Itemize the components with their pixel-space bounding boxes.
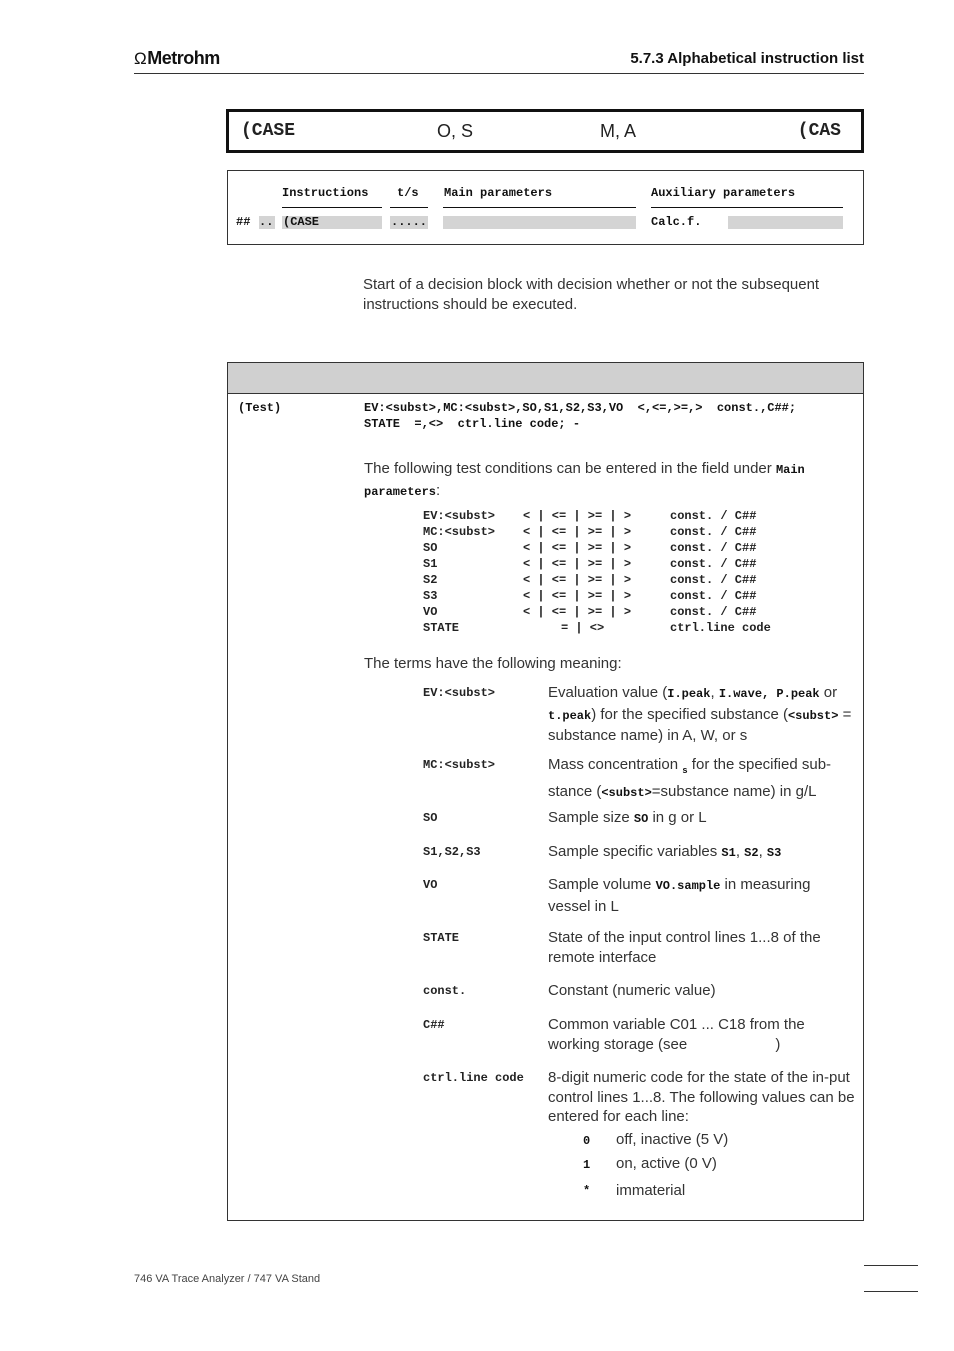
condition-val: const. / C##: [670, 541, 757, 555]
parameter-table-header: [228, 363, 863, 394]
term-code: t.peak: [548, 708, 592, 723]
test-syntax-line1: EV:<subst>,MC:<subst>,SO,S1,S2,S3,VO <,<=,>=,> const.,C##;: [364, 401, 797, 415]
condition-var: S1: [423, 557, 438, 571]
term-code: S3: [766, 846, 782, 860]
term-const-description: Constant (numeric value): [548, 982, 716, 999]
term-mc: MC:<subst>: [423, 758, 496, 772]
term-text: Sample size: [548, 809, 634, 826]
line-value-code: *: [583, 1184, 591, 1198]
term-vo-description: [548, 875, 856, 916]
term-code: I.wave, P.peak: [718, 687, 820, 701]
row-instruction: (CASE: [283, 215, 320, 229]
term-text: ,: [758, 843, 767, 860]
conditions-intro-code: Main: [775, 463, 805, 477]
line-value-meaning: off, inactive (5 V): [616, 1131, 729, 1148]
condition-op: = | <>: [561, 621, 605, 635]
condition-val: const. / C##: [670, 509, 757, 523]
term-text: ): [775, 1035, 781, 1053]
term-vo: VO: [423, 878, 438, 892]
term-text: ) for the specified substance (: [591, 705, 788, 723]
term-text: ,: [735, 843, 745, 860]
condition-op: < | <= | >= | >: [523, 509, 632, 523]
term-code: VO.sample: [655, 879, 721, 893]
row-prefix: ##: [236, 215, 251, 229]
header-rule: [134, 73, 864, 74]
field-main-parameters: [443, 216, 636, 229]
title-instruction: (CASE: [241, 121, 296, 141]
term-state-description: State of the input control lines 1...8 of the remote interface: [548, 929, 821, 966]
parameter-table: [227, 362, 864, 1221]
term-text: Evaluation value (: [548, 684, 668, 701]
term-text: Sample volume: [548, 876, 656, 893]
field-aux-parameters: [728, 216, 843, 229]
term-code: S1: [721, 846, 736, 860]
test-syntax-line2: STATE =,<> ctrl.line code; -: [364, 417, 581, 431]
line-value-code: 0: [583, 1134, 591, 1148]
term-ctrl-description: 8-digit numeric code for the state of the in-put control lines 1...8. The following values can be entered for each line:: [548, 1069, 855, 1125]
section-title: 5.7.3 Alphabetical instruction list: [630, 50, 864, 67]
col-rule: [443, 207, 636, 208]
term-text: = substance name) in A, W, or s: [548, 705, 852, 744]
instruction-description: Start of a decision block with decision whether or not the subsequent instructions should be executed.: [363, 276, 820, 313]
term-s123-description: [548, 842, 856, 864]
term-ctrl: ctrl.line code: [423, 1071, 524, 1085]
logo-text: Metrohm: [147, 48, 220, 68]
metrohm-logo: [134, 48, 220, 69]
condition-op: < | <= | >= | >: [523, 557, 632, 571]
condition-var: STATE: [423, 621, 460, 635]
condition-op: < | <= | >= | >: [523, 573, 632, 587]
line-value-code: 1: [583, 1158, 591, 1172]
col-rule: [282, 207, 382, 208]
term-ev: EV:<subst>: [423, 686, 496, 700]
condition-op: < | <= | >= | >: [523, 605, 632, 619]
col-rule: [651, 207, 843, 208]
term-mc-description: [548, 755, 856, 803]
term-code: S2: [744, 846, 759, 860]
condition-val: const. / C##: [670, 525, 757, 539]
footer-rule: [864, 1291, 918, 1292]
term-so-description: [548, 808, 856, 830]
condition-var: MC:<subst>: [423, 525, 496, 539]
term-code: SO: [633, 812, 649, 826]
term-text: in g or L: [648, 809, 707, 826]
title-ma: M, A: [600, 121, 637, 141]
conditions-intro: [364, 459, 854, 502]
terms-intro: The terms have the following meaning:: [364, 655, 622, 672]
line-value-meaning: on, active (0 V): [616, 1155, 717, 1172]
condition-var: S2: [423, 573, 438, 587]
condition-val: const. / C##: [670, 589, 757, 603]
conditions-intro-colon: :: [436, 481, 441, 499]
term-code: <subst>: [601, 785, 652, 800]
syntax-box: [227, 170, 864, 245]
term-subscript: s: [682, 766, 688, 776]
condition-var: VO: [423, 605, 438, 619]
title-instruction-short: (CAS: [797, 121, 841, 141]
test-label: (Test): [238, 401, 282, 415]
omega-icon: Ω: [134, 49, 147, 68]
condition-op: < | <= | >= | >: [523, 525, 632, 539]
condition-val: const. / C##: [670, 605, 757, 619]
term-state: STATE: [423, 931, 460, 945]
term-s123: S1,S2,S3: [423, 845, 481, 859]
term-cvar-description: [548, 1015, 856, 1054]
term-text: Mass concentration: [548, 756, 683, 773]
term-text: in measuring vessel in L: [548, 876, 811, 915]
conditions-intro-code: parameters: [364, 484, 437, 499]
row-aux-label: Calc.f.: [651, 215, 702, 229]
term-code: <subst>: [787, 708, 839, 723]
term-so: SO: [423, 811, 438, 825]
row-ts: .....: [391, 215, 428, 229]
term-text: Common variable C01 ... C18 from the working storage (see: [548, 1016, 805, 1053]
footer-product-name: 746 VA Trace Analyzer / 747 VA Stand: [134, 1273, 321, 1285]
line-value-meaning: immaterial: [616, 1182, 686, 1199]
term-const: const.: [423, 984, 467, 998]
instruction-title-bar: [226, 109, 864, 153]
condition-op: < | <= | >= | >: [523, 589, 632, 603]
condition-var: S3: [423, 589, 438, 603]
term-text: Sample specific variables: [548, 843, 722, 860]
term-cvar: C##: [423, 1018, 445, 1032]
col-rule: [390, 207, 428, 208]
term-text: =substance name) in g/L: [651, 782, 817, 800]
title-os: O, S: [437, 121, 474, 141]
footer-rule: [864, 1265, 918, 1266]
row-dots: ..: [259, 215, 274, 229]
term-text: ,: [710, 684, 719, 701]
condition-op: < | <= | >= | >: [523, 541, 632, 555]
col-header-instructions: Instructions: [282, 186, 369, 200]
condition-var: EV:<subst>: [423, 509, 496, 523]
term-text: for the specified sub-stance (: [548, 756, 832, 800]
term-ev-description: [548, 683, 856, 746]
condition-val: const. / C##: [670, 557, 757, 571]
condition-var: SO: [423, 541, 438, 555]
col-header-main: Main parameters: [444, 186, 553, 200]
col-header-aux: Auxiliary parameters: [651, 186, 796, 200]
term-code: I.peak: [667, 687, 711, 701]
condition-val: const. / C##: [670, 573, 757, 587]
condition-val: ctrl.line code: [670, 621, 771, 635]
col-header-ts: t/s: [397, 186, 419, 200]
conditions-intro-text: The following test conditions can be entered in the field under: [364, 460, 776, 477]
term-text: or: [819, 684, 838, 701]
